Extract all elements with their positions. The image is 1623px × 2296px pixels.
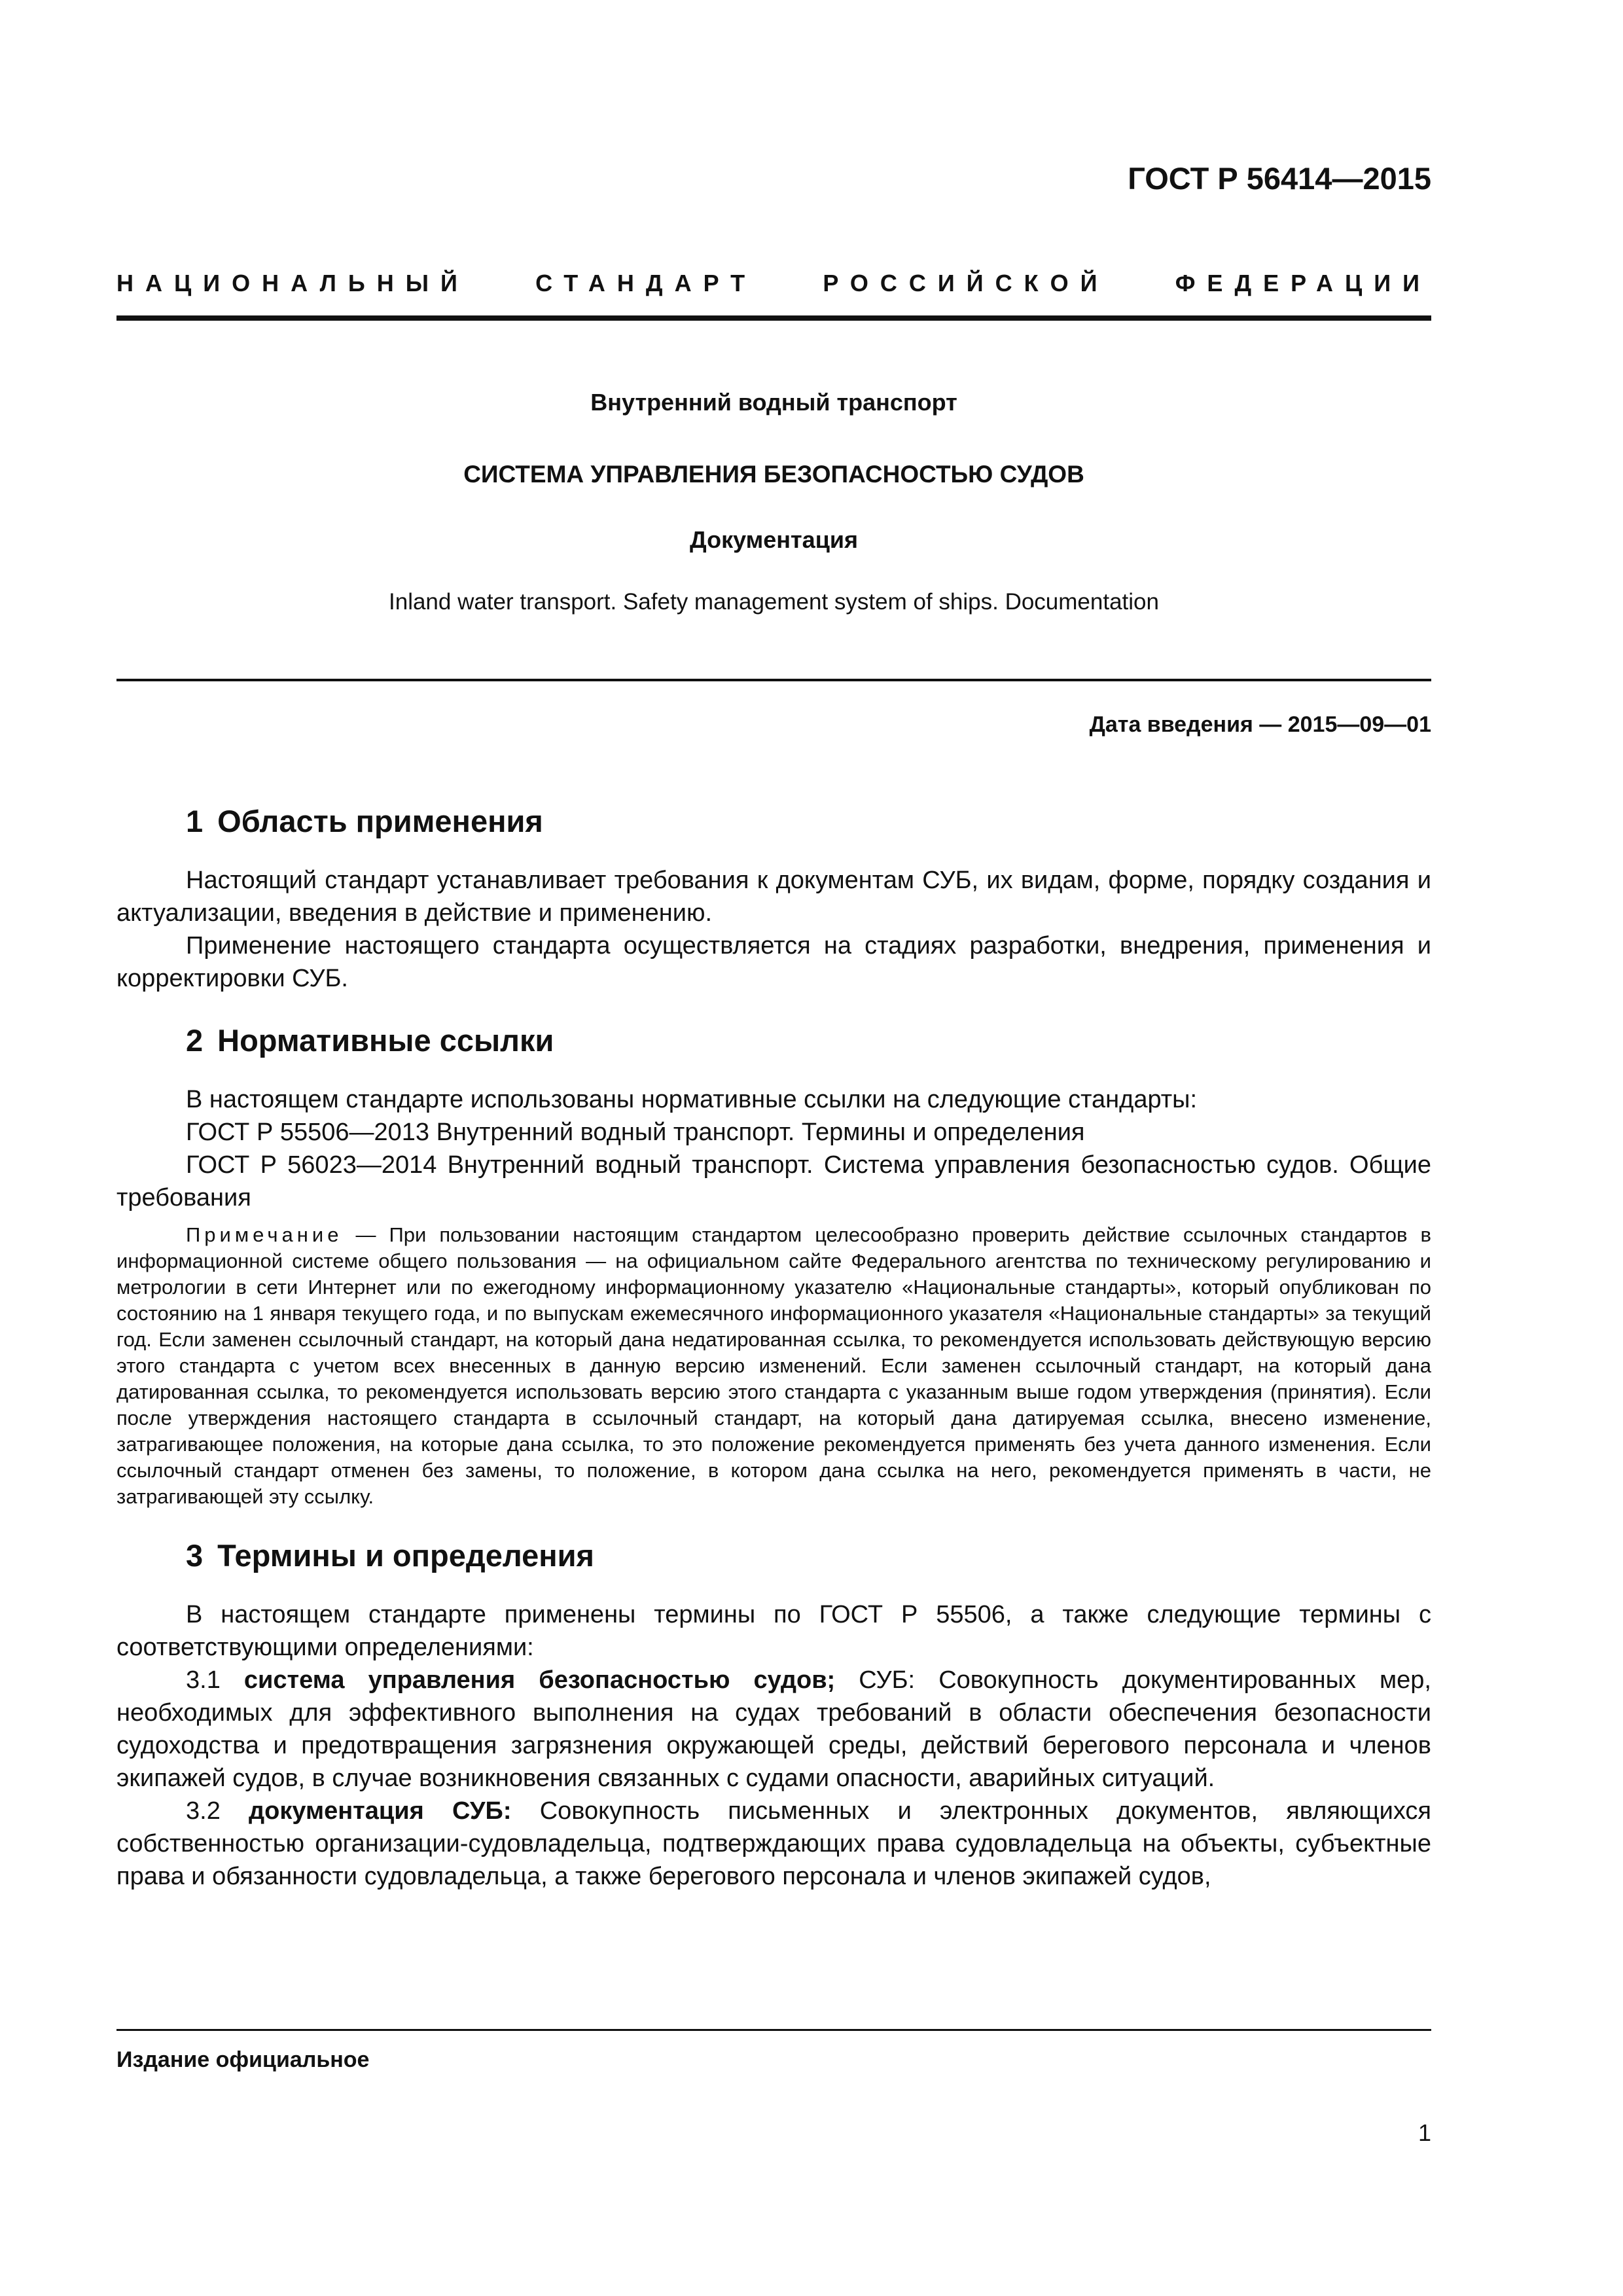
section-heading xyxy=(186,1536,1431,1575)
document-body xyxy=(116,802,1431,1893)
title-rule xyxy=(116,679,1431,681)
normative-reference: ГОСТ Р 56023—2014 Внутренний водный транспорт. Система управления безопасностью судов. Общие требования xyxy=(116,1151,1431,1211)
paragraph: В настоящем стандарте использованы нормативные ссылки на следующие стандарты: xyxy=(186,1086,1198,1113)
term-text: Совокупность письменных и электронных документов, являющихся собственностью организации-судовладельца, подтверждающих права судовладельца на объекты, субъектные права и обязанности судовладельца, а также берегового персонала и членов экипажей судов, xyxy=(116,1797,1431,1890)
title-main: СИСТЕМА УПРАВЛЕНИЯ БЕЗОПАСНОСТЬЮ СУДОВ xyxy=(463,461,1084,488)
title-part: Документация xyxy=(690,526,858,553)
term-name: система управления безопасностью судов; xyxy=(243,1666,836,1694)
paragraph: Настоящий стандарт устанавливает требования к документам СУБ, их видам, форме, порядку создания и актуализации, введения в действие и применению. xyxy=(116,867,1431,927)
title-subject: Внутренний водный транспорт xyxy=(590,389,957,416)
paragraph: В настоящем стандарте применены термины по ГОСТ Р 55506, а также следующие термины с соответствующими определениями: xyxy=(116,1601,1431,1661)
section-heading xyxy=(186,1021,1431,1060)
header-rule xyxy=(116,315,1431,321)
title-english: Inland water transport. Safety management system of ships. Documentation xyxy=(389,589,1159,615)
section-number: 1 xyxy=(186,804,204,838)
note xyxy=(116,1222,1431,1510)
document-id: ГОСТ Р 56414—2015 xyxy=(1128,161,1431,196)
standard-banner: НАЦИОНАЛЬНЫЙ СТАНДАРТ РОССИЙСКОЙ ФЕДЕРАЦИИ xyxy=(116,270,1431,296)
intro-date: Дата введения — 2015—09—01 xyxy=(1089,712,1431,737)
section-number: 3 xyxy=(186,1538,204,1573)
section-title: Термины и определения xyxy=(217,1538,594,1573)
section-heading xyxy=(186,802,1431,841)
term-definition xyxy=(116,1664,1431,1795)
section-title: Нормативные ссылки xyxy=(217,1023,554,1058)
term-name: документация СУБ: xyxy=(249,1797,512,1825)
title-block xyxy=(116,386,1431,619)
footer-rule xyxy=(116,2029,1431,2031)
note-text: — При пользовании настоящим стандартом целесообразно проверить действие ссылочных стандартов в информационной системе общего пользования — на официальном сайте Федерального агентства по техническому регулированию и метрологии в сети Интернет или по ежегодному информационному указателю «Национальные стандарты», который опубликован по состоянию на 1 января текущего года, и по выпускам ежемесячного информационного указателя «Национальные стандарты» за текущий год. Если заменен ссылочный стандарт, на который дана недатированная ссылка, то рекомендуется использовать действующую версию этого стандарта с учетом всех внесенных в данную версию изменений. Если заменен ссылочный стандарт, на который дана датированная ссылка, то рекомендуется использовать версию этого стандарта с указанным выше годом утверждения (принятия). Если после утверждения настоящего стандарта в ссылочный стандарт, на который дана датируемая ссылка, внесено изменение, затрагивающее положения, на которые дана ссылка, то это положение рекомендуется применять без учета данного изменения. Если ссылочный стандарт отменен без замены, то положение, в котором дана ссылка на него, рекомендуется применять в части, не затрагивающей эту ссылку. xyxy=(116,1223,1431,1508)
term-number: 3.1 xyxy=(186,1666,221,1694)
section-number: 2 xyxy=(186,1023,204,1058)
page-number: 1 xyxy=(1418,2119,1431,2146)
section-title: Область применения xyxy=(217,804,543,838)
note-label: Примечание xyxy=(186,1223,343,1246)
term-text: СУБ: Совокупность документированных мер, необходимых для эффективного выполнения на судах требований в области обеспечения безопасности судоходства и предотвращения загрязнения окружающей среды, действий берегового персонала и членов экипажей судов, в случае возникновения связанных с судами опасности, аварийных ситуаций. xyxy=(116,1666,1431,1792)
term-number: 3.2 xyxy=(186,1797,221,1825)
paragraph: Применение настоящего стандарта осуществляется на стадиях разработки, внедрения, применения и корректировки СУБ. xyxy=(116,932,1431,992)
term-definition xyxy=(116,1795,1431,1893)
normative-reference: ГОСТ Р 55506—2013 Внутренний водный транспорт. Термины и определения xyxy=(186,1119,1085,1146)
official-edition-label: Издание официальное xyxy=(116,2047,370,2072)
